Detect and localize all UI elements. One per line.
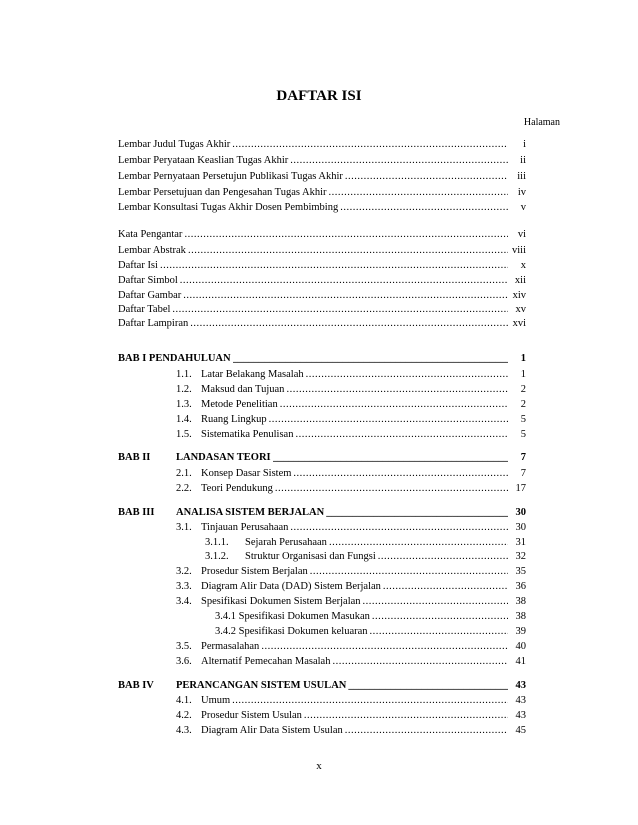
leader-dots [190,317,508,331]
toc-entry-page: vi [517,229,526,240]
toc-entry-page: xiv [512,290,526,301]
leader-dots [290,521,508,535]
leader-dots [363,595,508,609]
toc-section [118,640,526,654]
toc-entry-page: xvi [512,318,526,329]
leader-dots [188,244,508,258]
toc-entry-page: xv [515,304,526,315]
leader-dots [184,228,508,242]
leader-dots [370,625,508,639]
toc-section-label: Diagram Alir Data Sistem Usulan [201,725,343,736]
leader-line [326,506,508,520]
toc-chapter [118,506,526,520]
toc-entry [118,228,526,242]
toc-section-number: 3.1. [176,522,192,533]
toc-subsection-page: 32 [515,551,526,562]
leader-dots [345,724,508,738]
toc-entry-page: iii [517,171,526,182]
toc-chapter-number: BAB II [118,452,151,463]
page-number: x [316,760,322,772]
toc-subsection-page: 38 [515,611,526,622]
toc-entry-label: Kata Pengantar [118,229,183,240]
toc-section-number: 2.1. [176,468,192,479]
toc-section-page: 35 [515,566,526,577]
toc-subsection [118,625,526,639]
leader-dots [383,580,508,594]
toc-entry [118,244,526,258]
toc-section [118,413,526,427]
toc-subsection-label: Sejarah Perusahaan [245,537,327,548]
toc-chapter [118,352,526,366]
leader-line [348,679,508,693]
toc-entry [118,259,526,273]
toc-entry [118,138,526,152]
toc-section-label: Metode Penelitian [201,399,278,410]
leader-dots [329,186,508,200]
toc-section-number: 1.2. [176,384,192,395]
toc-section-number: 3.2. [176,566,192,577]
toc-subsection-page: 39 [515,626,526,637]
toc-entry-label: Daftar Lampiran [118,318,189,329]
toc-section [118,694,526,708]
toc-section [118,724,526,738]
toc-section [118,383,526,397]
toc-section-page: 7 [520,468,526,479]
leader-dots [304,709,508,723]
toc-section [118,580,526,594]
halaman-label: Halaman [523,117,560,128]
toc-entry-label: Lembar Pernyataan Persetujun Publikasi Tugas Akhir [118,171,343,182]
toc-entry [118,303,526,317]
toc-section [118,565,526,579]
toc-section-number: 4.1. [176,695,192,706]
leader-dots [172,303,508,317]
toc-section-page: 30 [515,522,526,533]
toc-section-number: 4.2. [176,710,192,721]
toc-section [118,428,526,442]
toc-section [118,398,526,412]
toc-section-label: Umum [201,695,231,706]
toc-chapter-page: 1 [520,353,526,364]
toc-entry-page: viii [511,245,526,256]
toc-section-page: 36 [515,581,526,592]
leader-dots [372,610,508,624]
toc-subsection-label: Struktur Organisasi dan Fungsi [245,551,376,562]
toc-section-number: 3.3. [176,581,192,592]
toc-section-number: 1.4. [176,414,192,425]
toc-section-page: 43 [515,695,526,706]
toc-entry-page: iv [517,187,526,198]
toc-entry-page: i [523,139,526,150]
toc-section-number: 1.3. [176,399,192,410]
toc-entry [118,317,526,331]
toc-section-number: 4.3. [176,725,192,736]
leader-line [233,352,508,366]
leader-dots [275,482,508,496]
toc-section-number: 1.5. [176,429,192,440]
leader-dots [280,398,508,412]
toc-section-page: 40 [515,641,526,652]
toc-section-label: Konsep Dasar Sistem [201,468,292,479]
toc-entry-label: Lembar Peryataan Keaslian Tugas Akhir [118,155,289,166]
toc-entry [118,170,526,184]
toc-chapter [118,451,526,465]
leader-dots [183,289,508,303]
leader-dots [261,640,508,654]
toc-section-label: Ruang Lingkup [201,414,267,425]
toc-subsection-number: 3.1.1. [205,537,229,548]
toc-chapter-number: BAB IV [118,680,154,691]
leader-dots [295,428,508,442]
toc-subsection-label: 3.4.2 Spesifikasi Dokumen keluaran [215,626,368,637]
toc-chapter-title: PERANCANGAN SISTEM USULAN [176,680,347,691]
leader-dots [340,201,508,215]
toc-section-page: 38 [515,596,526,607]
toc-section-label: Permasalahan [201,641,260,652]
toc-section-number: 1.1. [176,369,192,380]
toc-section-page: 5 [520,414,526,425]
toc-subsection [118,610,526,624]
leader-dots [160,259,508,273]
leader-dots [232,694,508,708]
toc-section-label: Diagram Alir Data (DAD) Sistem Berjalan [201,581,381,592]
toc-entry [118,289,526,303]
toc-entry [118,154,526,168]
page-title: DAFTAR ISI [276,88,362,104]
toc-entry-page: xii [514,275,526,286]
toc-subsection-number: 3.1.2. [205,551,229,562]
toc-entry-label: Daftar Tabel [118,304,171,315]
toc-section-label: Prosedur Sistem Usulan [201,710,302,721]
toc-chapter-title: BAB I PENDAHULUAN [118,353,231,364]
toc-chapter-page: 7 [520,452,526,463]
toc-section-label: Maksud dan Tujuan [201,384,285,395]
toc-section [118,595,526,609]
toc-entry [118,274,526,288]
toc-entry-page: v [520,202,526,213]
leader-dots [269,413,508,427]
toc-section-page: 5 [520,429,526,440]
toc-subsection [118,536,526,550]
toc-section-number: 3.4. [176,596,192,607]
leader-dots [286,383,508,397]
toc-section-page: 43 [515,710,526,721]
toc-entry [118,186,526,200]
leader-dots [306,368,508,382]
toc-section-page: 1 [520,369,526,380]
toc-section-number: 3.5. [176,641,192,652]
toc-section-label: Prosedur Sistem Berjalan [201,566,308,577]
leader-dots [329,536,508,550]
leader-dots [310,565,508,579]
toc-entry-label: Lembar Abstrak [118,245,186,256]
leader-dots [232,138,508,152]
toc-section [118,655,526,669]
toc-chapter-title: LANDASAN TEORI [176,452,271,463]
toc-section-label: Tinjauan Perusahaan [201,522,289,533]
toc-chapter-page: 30 [515,507,526,518]
toc-section-page: 41 [515,656,526,667]
toc-section [118,709,526,723]
leader-dots [332,655,508,669]
toc-entry-label: Lembar Judul Tugas Akhir [118,139,231,150]
toc-entry-label: Lembar Persetujuan dan Pengesahan Tugas Akhir [118,187,327,198]
toc-section-page: 2 [520,399,526,410]
toc-section-label: Sistematika Penulisan [201,429,294,440]
toc-section-number: 2.2. [176,483,192,494]
toc-entry-page: x [520,260,526,271]
toc-section-label: Latar Belakang Masalah [201,369,304,380]
toc-subsection-page: 31 [515,537,526,548]
toc-entry-label: Daftar Simbol [118,275,178,286]
toc-section-label: Alternatif Pemecahan Masalah [201,656,331,667]
toc-section [118,521,526,535]
toc-section-page: 2 [520,384,526,395]
toc-entry-label: Lembar Konsultasi Tugas Akhir Dosen Pembimbing [118,202,339,213]
toc-entry-label: Daftar Isi [118,260,158,271]
leader-dots [290,154,508,168]
leader-dots [378,550,508,564]
toc-section-label: Teori Pendukung [201,483,273,494]
toc-entry-label: Daftar Gambar [118,290,182,301]
leader-dots [345,170,508,184]
toc-section-label: Spesifikasi Dokumen Sistem Berjalan [201,596,361,607]
toc-entry-page: ii [520,155,526,166]
toc-section-page: 45 [515,725,526,736]
toc-chapter [118,679,526,693]
toc-section-page: 17 [515,483,526,494]
leader-dots [180,274,508,288]
toc-subsection [118,550,526,564]
leader-dots [293,467,508,481]
toc-chapter-title: ANALISA SISTEM BERJALAN [176,507,325,518]
toc-chapter-page: 43 [515,680,526,691]
toc-entry [118,201,526,215]
toc-section-number: 3.6. [176,656,192,667]
toc-section [118,467,526,481]
toc-section [118,482,526,496]
toc-subsection-label: 3.4.1 Spesifikasi Dokumen Masukan [215,611,370,622]
leader-line [273,451,508,465]
toc-chapter-number: BAB III [118,507,155,518]
toc-section [118,368,526,382]
